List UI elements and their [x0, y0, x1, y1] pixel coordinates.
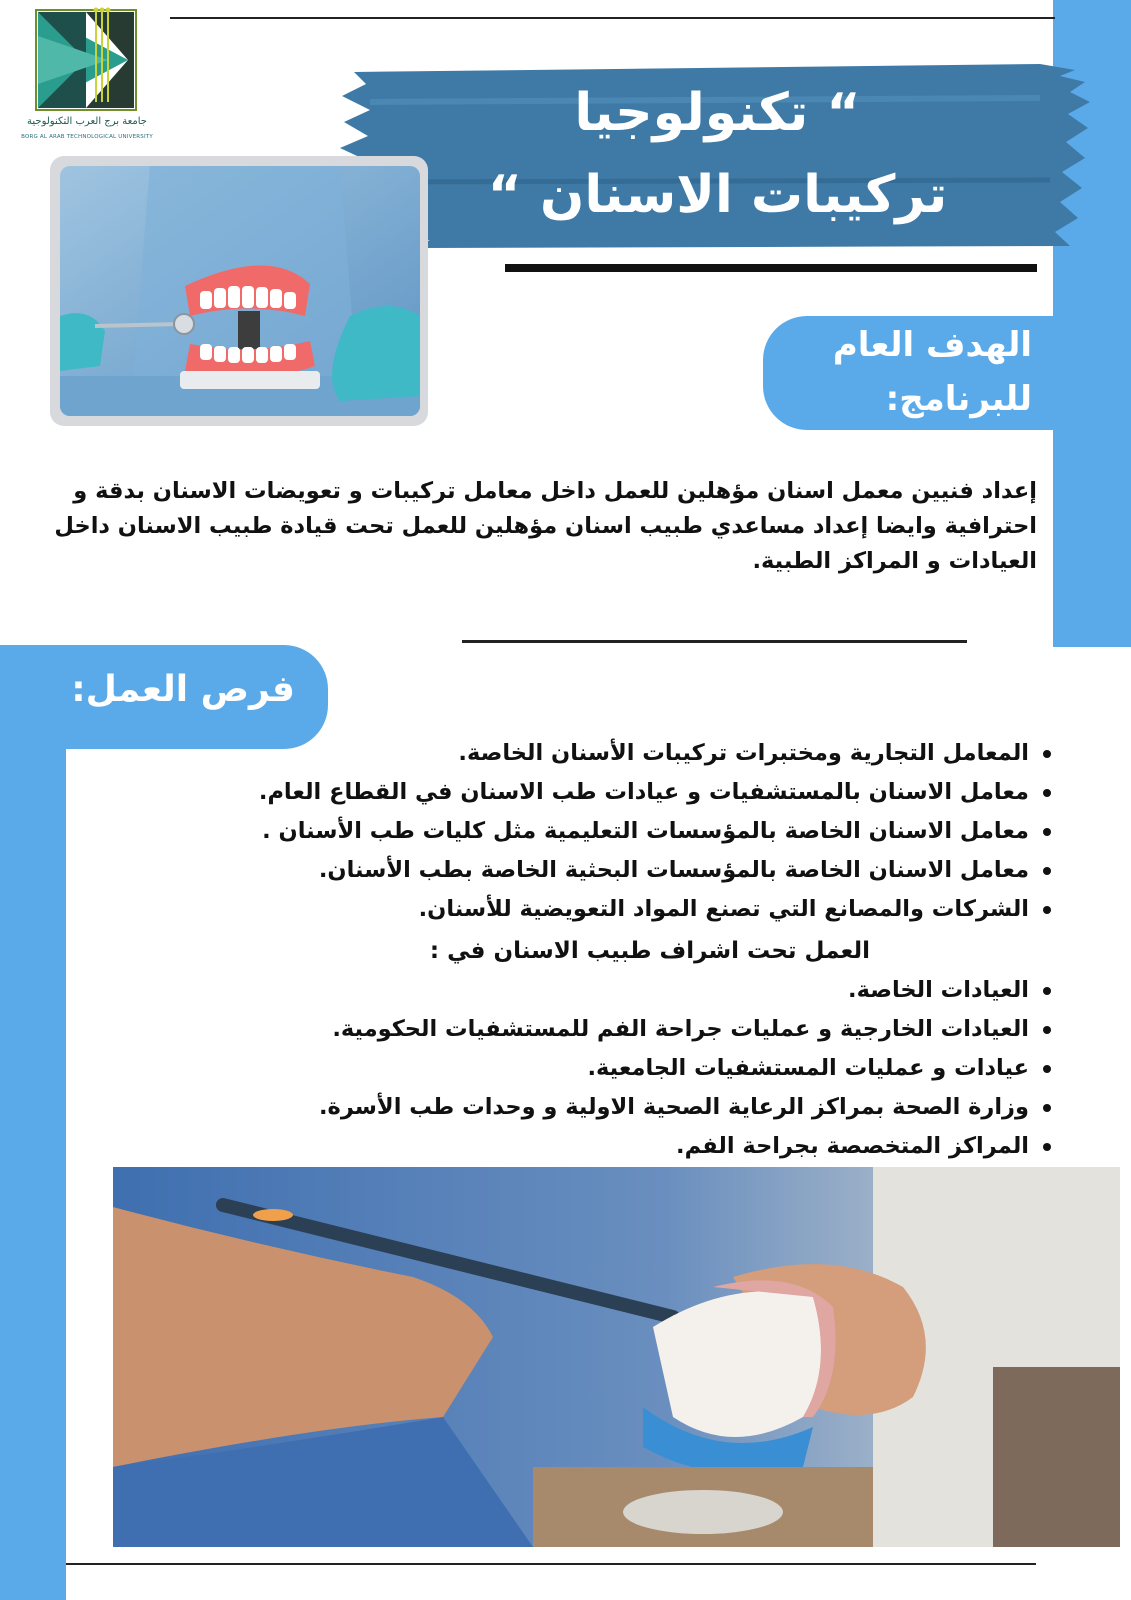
- list-item: معامل الاسنان الخاصة بالمؤسسات التعليمية مثل كليات طب الأسنان .: [289, 812, 1029, 851]
- dental-model-photo: [60, 166, 420, 416]
- goal-paragraph: إعداد فنيين معمل اسنان مؤهلين للعمل داخل معامل تركيبات و تعويضات الاسنان بدقة و احترافية وايضا إعداد مساعدي طبيب اسنان مؤهلين للعمل تحت قيادة طبيب الاسنان داخل العيادات و المراكز الطبية.: [54, 478, 1037, 574]
- section-divider: [462, 640, 967, 643]
- list-item: المعامل التجارية ومختبرات تركيبات الأسنان الخاصة.: [289, 734, 1029, 773]
- jobs-list-labs: [258, 734, 1055, 929]
- jobs-list-clinics: [289, 971, 1055, 1166]
- title-line-2: تركيبات الاسنان “: [487, 165, 948, 225]
- logo-name-english: BORG AL ARAB TECHNOLOGICAL UNIVERSITY: [21, 134, 153, 140]
- list-item: معامل الاسنان الخاصة بالمؤسسات البحثية الخاصة بطب الأسنان.: [289, 851, 1029, 890]
- bottom-divider: [66, 1563, 1036, 1565]
- list-item: وزارة الصحة بمراكز الرعاية الصحية الاولية و وحدات طب الأسرة.: [289, 1088, 1029, 1127]
- list-item: المراكز المتخصصة بجراحة الفم.: [289, 1127, 1029, 1166]
- list-item: العيادات الخارجية و عمليات جراحة الفم للمستشفيات الحكومية.: [289, 1010, 1029, 1049]
- left-accent-bar: [0, 650, 66, 1600]
- dental-technician-photo: [113, 1167, 1120, 1547]
- list-item: معامل الاسنان بالمستشفيات و عيادات طب الاسنان في القطاع العام.: [289, 773, 1029, 812]
- page-number: 04: [8, 1554, 53, 1582]
- goal-heading-line-2: للبرنامج:: [885, 379, 1032, 419]
- list-item: الشركات والمصانع التي تصنع المواد التعويضية للأسنان.: [289, 890, 1029, 929]
- goal-heading: [770, 318, 1032, 428]
- top-divider: [170, 17, 1055, 19]
- goal-heading-line-1: الهدف العام: [832, 325, 1032, 365]
- list-item: عيادات و عمليات المستشفيات الجامعية.: [289, 1049, 1029, 1088]
- logo-name-arabic: جامعة برج العرب التكنولوجية: [27, 116, 147, 127]
- list-item: العيادات الخاصة.: [289, 971, 1029, 1010]
- title-line-1: “ تكنولوجيا: [574, 83, 861, 143]
- supervision-subheading: العمل تحت اشراف طبيب الاسنان في :: [429, 938, 870, 964]
- page-title: [420, 72, 1015, 252]
- jobs-heading: فرص العمل:: [71, 669, 295, 710]
- title-underline: [505, 264, 1037, 272]
